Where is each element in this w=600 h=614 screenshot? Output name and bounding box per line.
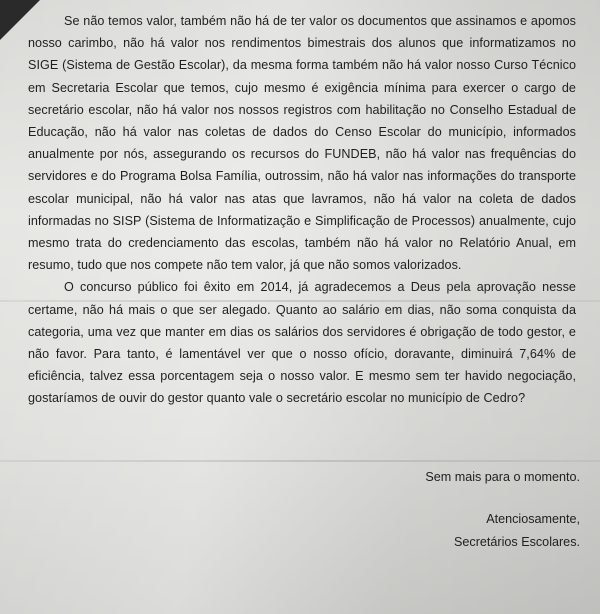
paragraph-two: O concurso público foi êxito em 2014, já agradecemos a Deus pela aprovação nesse certame, não há mais o que ser alegado. Quanto ao salário em dias, não soma conquista da categoria, uma vez que manter em dias os salários dos servidores é obrigação de todo gestor, e não favor. Para tanto, é lamentável ver que o nosso ofício, doravante, diminuirá 7,64% de eficiência, talvez essa porcentagem seja o nosso valor. E mesmo sem ter havido negociação, gostaríamos de ouvir do gestor quanto vale o secretário escolar no município de Cedro? bbox=[28, 280, 576, 406]
letter-body bbox=[28, 10, 576, 410]
salutation: Atenciosamente, bbox=[486, 512, 580, 526]
closing-line: Sem mais para o momento. bbox=[425, 470, 580, 484]
paragraph-one: Se não temos valor, também não há de ter valor os documentos que assinamos e apomos nosso carimbo, não há valor nos rendimentos bimestrais dos alunos que informatizamos no SIGE (Sistema de Gestão Escolar), da mesma forma também não há valor nosso Curso Técnico em Secretaria Escolar que temos, cujo mesmo é exigência mínima para exercer o cargo de secretário escolar, não há valor nos nossos registros com habilitação no Conselho Estadual de Educação, não há valor nas coletas de dados do Censo Escolar do município, informados anualmente por nós, assegurando os recursos do FUNDEB, não há valor nas frequências do servidores e do Programa Bolsa Família, outrossim, não há valor nas informações do transporte escolar municipal, não há valor nas atas que lavramos, não há valor na coleta de dados informadas no SISP (Sistema de Informatização e Simplificação de Processos) anualmente, cujo mesmo trata do credenciamento das escolas, também não há valor no Relatório Anual, em resumo, tudo que nos compete não tem valor, já que não somos valorizados. bbox=[28, 14, 576, 273]
paper-fold-line bbox=[0, 460, 600, 462]
signature: Secretários Escolares. bbox=[454, 535, 580, 549]
